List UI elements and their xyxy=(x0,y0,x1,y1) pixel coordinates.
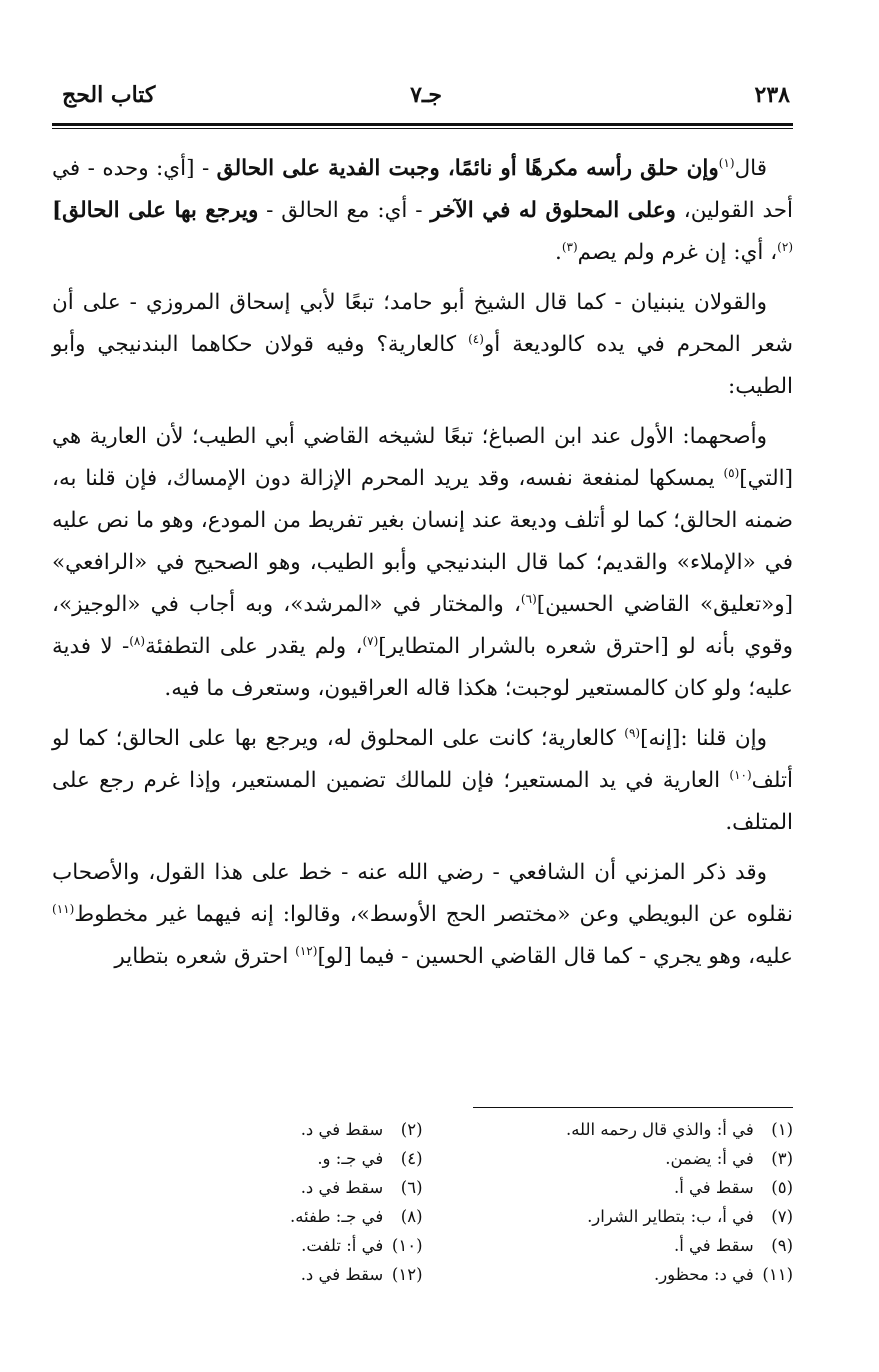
footnote-number: (٦) xyxy=(400,1178,423,1197)
footnote-number: (١٠) xyxy=(391,1236,423,1255)
footnote xyxy=(52,1260,423,1289)
footnote-text: في جـ: و. xyxy=(317,1149,389,1168)
footnote-text: في أ، ب: بتطاير الشرار. xyxy=(587,1207,759,1226)
footnote xyxy=(423,1260,794,1289)
footnote-text: في جـ: طفئه. xyxy=(289,1207,389,1226)
running-header xyxy=(60,82,792,120)
book-title: كتاب الحج xyxy=(62,82,156,108)
header-rule-thick xyxy=(52,123,793,126)
footnote xyxy=(423,1202,794,1231)
text-run: - لا فدية عليه؛ ولو كان كالمستعير لوجبت؛ هكذا قاله العراقيون، وستعرف ما فيه. xyxy=(52,634,793,701)
footnote-row xyxy=(52,1144,793,1173)
footnote-ref: (٨) xyxy=(129,633,146,648)
footnote xyxy=(52,1173,423,1202)
footnote-text: سقط في د. xyxy=(300,1178,389,1197)
footnote-row xyxy=(52,1115,793,1144)
footnote-text: في د: محظور. xyxy=(653,1265,759,1284)
paragraph xyxy=(52,852,793,978)
footnote-number: (٧) xyxy=(771,1207,793,1226)
footnote-text: سقط في د. xyxy=(300,1265,389,1284)
footnote-ref: (٢) xyxy=(777,239,793,254)
text-run: عليه، وهو يجري - كما قال القاضي الحسين - فيما [لو] xyxy=(317,944,793,969)
footnote-ref: (١٢) xyxy=(295,943,318,958)
text-run: كالعارية؟ وفيه قولان حكاهما البندنيجي وأبو الطيب: xyxy=(52,332,793,399)
footnote xyxy=(423,1231,794,1260)
volume-label: جـ٧ xyxy=(410,82,442,108)
text-run: وأصحهما: الأول عند ابن الصباغ؛ تبعًا لشيخه القاضي أبي الطيب؛ لأن العارية هي [التي] xyxy=(52,424,793,491)
footnote-ref: (١٠) xyxy=(729,767,752,782)
text-run: قال xyxy=(734,156,768,181)
footnote xyxy=(52,1144,423,1173)
footnote-number: (٩) xyxy=(771,1236,793,1255)
footnote-text: سقط في د. xyxy=(300,1120,389,1139)
footnote-text: في أ: والذي قال رحمه الله. xyxy=(565,1120,759,1139)
text-run: كالعارية؛ كانت على المحلوق له، ويرجع بها على الحالق؛ كما لو أتلف xyxy=(52,726,793,793)
paragraph xyxy=(52,416,793,710)
text-run: العارية في يد المستعير؛ فإن للمالك تضمين المستعير، وإذا غرم رجع على المتلف. xyxy=(52,768,793,835)
text-run: - [أي: وحده - في أحد القولين، xyxy=(52,156,793,223)
footnote-number: (٤) xyxy=(400,1149,423,1168)
footnote-ref: (٧) xyxy=(362,633,379,648)
footnote-ref: (٥) xyxy=(723,465,740,480)
footnote-row xyxy=(52,1173,793,1202)
paragraph xyxy=(52,718,793,844)
footnote-ref: (٩) xyxy=(624,725,641,740)
footnote-text: في أ: تلفت. xyxy=(301,1236,389,1255)
text-run: ، ولم يقدر على التطفئة xyxy=(145,634,363,659)
text-run: وقد ذكر المزني أن الشافعي - رضي الله عنه - خط على هذا القول، والأصحاب نقلوه عن البويطي وعن «مختصر الحج الأوسط»، وقالوا: إنه فيهما غير مخطوط xyxy=(52,860,793,927)
footnote-ref: (١) xyxy=(718,155,735,170)
text-run: - أي: مع الحالق - xyxy=(258,198,431,223)
footnote-text: سقط في أ. xyxy=(673,1178,759,1197)
bold-text: وعلى المحلوق له في الآخر xyxy=(430,198,676,223)
footnote xyxy=(423,1144,794,1173)
footnote-number: (٨) xyxy=(400,1207,423,1226)
bold-text: ويرجع بها على الحالق] xyxy=(52,198,259,223)
text-run: وإن قلنا :[إنه] xyxy=(640,726,767,751)
footnote-number: (١) xyxy=(771,1120,793,1139)
footnote xyxy=(423,1115,794,1144)
footnote-ref: (٦) xyxy=(520,591,537,606)
footnote xyxy=(423,1173,794,1202)
footnote xyxy=(52,1202,423,1231)
footnote-text: في أ: يضمن. xyxy=(665,1149,759,1168)
text-run: . xyxy=(554,240,562,265)
footnote-number: (٥) xyxy=(771,1178,793,1197)
header-rule-thin xyxy=(52,128,793,129)
footnote-number: (١٢) xyxy=(391,1265,423,1284)
text-run: احترق شعره بتطاير xyxy=(114,944,296,969)
text-run: والقولان ينبنيان - كما قال الشيخ أبو حامد؛ تبعًا لأبي إسحاق المروزي - على أن شعر المحرم في يده كالوديعة أو xyxy=(52,290,794,357)
footnote-row xyxy=(52,1260,793,1289)
footnotes xyxy=(52,1115,793,1289)
text-run: ، والمختار في «المرشد»، وبه أجاب في «الوجيز»، وقوي بأنه لو [احترق شعره بالشرار المتطاير] xyxy=(52,592,793,659)
paragraph xyxy=(52,282,793,408)
footnote-ref: (٣) xyxy=(561,239,578,254)
footnote-row xyxy=(52,1231,793,1260)
footnote-ref: (٤) xyxy=(468,331,484,346)
footnote-number: (٢) xyxy=(400,1120,423,1139)
footnote xyxy=(52,1231,423,1260)
footnote-separator xyxy=(473,1107,793,1108)
footnote-ref: (١١) xyxy=(52,901,75,916)
footnote-row xyxy=(52,1202,793,1231)
footnote-number: (٣) xyxy=(771,1149,793,1168)
footnote xyxy=(52,1115,423,1144)
text-run: ، أي: إن غرم ولم يصم xyxy=(577,240,778,265)
paragraph xyxy=(52,148,793,274)
footnote-text: سقط في أ. xyxy=(673,1236,759,1255)
footnote-number: (١١) xyxy=(762,1265,793,1284)
bold-text: وإن حلق رأسه مكرهًا أو نائمًا، وجبت الفدية على الحالق xyxy=(216,156,719,181)
page-number: ٢٣٨ xyxy=(754,82,790,108)
main-text xyxy=(52,148,793,986)
text-run: يمسكها لمنفعة نفسه، وقد يريد المحرم الإزالة دون الإمساك، فإن قلنا به، ضمنه الحالق؛ كما لو أتلف وديعة عند إنسان بغير تفريط من المودع، وهو ما نص عليه في «الإملاء» والقديم؛ كما قال البندنيجي وأبو الطيب، وهو الصحيح في «الرافعي» [و«تعليق» القاضي الحسين] xyxy=(52,466,793,617)
